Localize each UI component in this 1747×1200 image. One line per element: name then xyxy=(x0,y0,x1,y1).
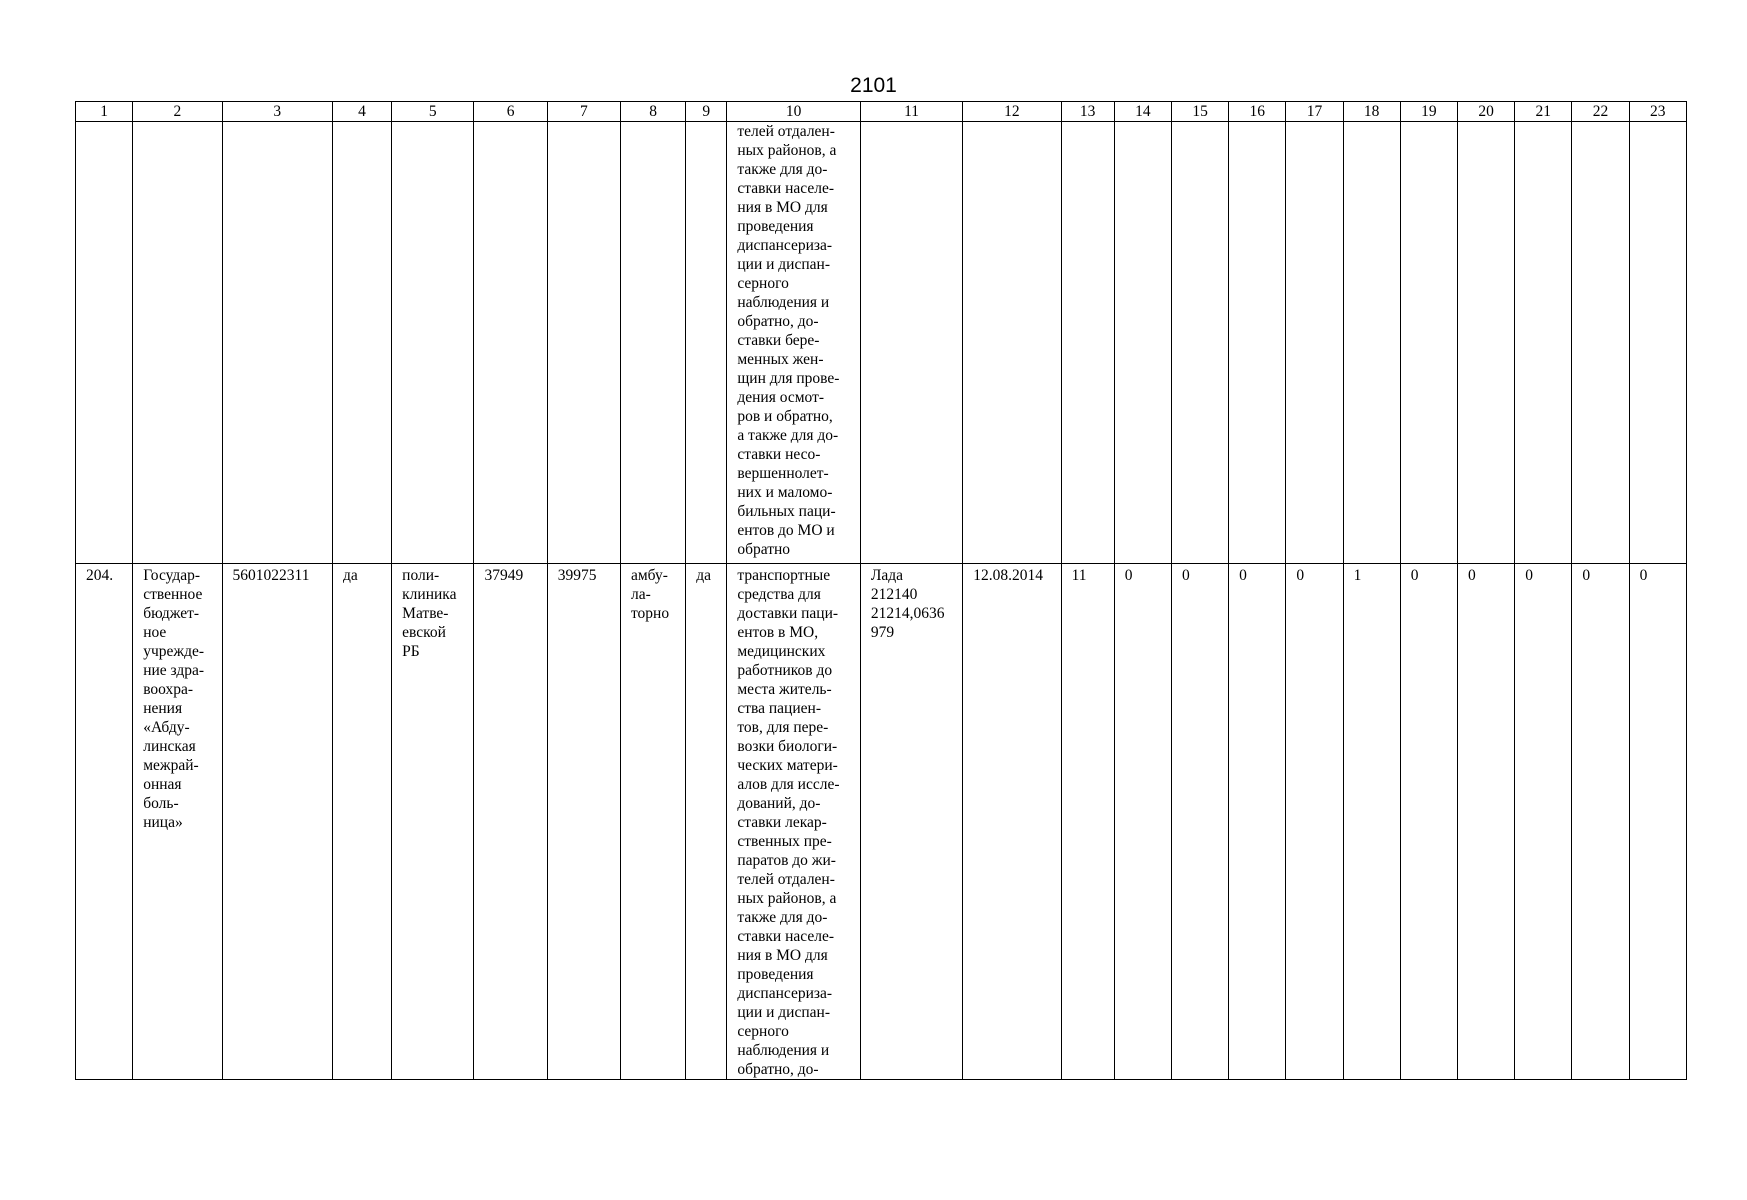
table-cell xyxy=(1229,122,1286,564)
table-row-204 xyxy=(76,564,1687,1080)
table-cell: 0 xyxy=(1572,564,1629,1080)
vehicle-model-cell: Лада 212140 21214,0636 979 xyxy=(860,564,962,1080)
table-cell xyxy=(1171,122,1228,564)
column-header: 21 xyxy=(1515,102,1572,122)
column-header: 23 xyxy=(1629,102,1686,122)
column-header: 10 xyxy=(727,102,860,122)
table-cell xyxy=(76,122,133,564)
table-cell xyxy=(1400,122,1457,564)
column-header: 2 xyxy=(133,102,222,122)
table-cell xyxy=(1629,122,1686,564)
column-header: 3 xyxy=(222,102,332,122)
column-header: 7 xyxy=(547,102,620,122)
inn-cell: 5601022311 xyxy=(222,564,332,1080)
table-cell: да xyxy=(332,564,391,1080)
table-cell: 0 xyxy=(1114,564,1171,1080)
table-cell: 11 xyxy=(1061,564,1114,1080)
column-header: 22 xyxy=(1572,102,1629,122)
page-number: 2101 xyxy=(850,74,897,97)
table-cell xyxy=(547,122,620,564)
table-cell xyxy=(686,122,727,564)
table-cell: 0 xyxy=(1171,564,1228,1080)
column-header: 11 xyxy=(860,102,962,122)
table-cell xyxy=(332,122,391,564)
table-cell xyxy=(1343,122,1400,564)
column-header: 12 xyxy=(963,102,1061,122)
column-header: 15 xyxy=(1171,102,1228,122)
care-type-cell: амбу- ла- торно xyxy=(620,564,685,1080)
table-cell: да xyxy=(686,564,727,1080)
table-cell xyxy=(474,122,547,564)
register-table xyxy=(75,101,1687,1080)
column-header: 16 xyxy=(1229,102,1286,122)
column-header: 5 xyxy=(392,102,474,122)
table-cell xyxy=(222,122,332,564)
table-cell xyxy=(133,122,222,564)
column-header: 8 xyxy=(620,102,685,122)
table-cell xyxy=(1515,122,1572,564)
table-cell xyxy=(1572,122,1629,564)
table-cell xyxy=(860,122,962,564)
date-cell: 12.08.2014 xyxy=(963,564,1061,1080)
column-header: 14 xyxy=(1114,102,1171,122)
table-cell: 0 xyxy=(1515,564,1572,1080)
table-row-continuation xyxy=(76,122,1687,564)
transport-purpose-cell: телей отдален- ных районов, а также для до- ставки населе- ния в МО для проведения диспансериза- ции и диспан- серного наблюдения и обратно, до- ставки бере- менных жен- щин для прове- дения осмот- ров и обратно, а также для до- ставки несо- вершеннолет- них и маломо- бильных паци- ентов до МО и обратно xyxy=(727,122,860,564)
table-cell: 0 xyxy=(1629,564,1686,1080)
table-cell xyxy=(620,122,685,564)
table-cell: 0 xyxy=(1400,564,1457,1080)
table-cell xyxy=(1286,122,1343,564)
row-number-cell: 204. xyxy=(76,564,133,1080)
column-header: 20 xyxy=(1457,102,1514,122)
subdivision-cell: поли- клиника Матве- евской РБ xyxy=(392,564,474,1080)
transport-purpose-cell: транспортные средства для доставки паци- ентов в МО, медицинских работников до места житель- ства пациен- тов, для пере- возки биологи- ческих матери- алов для иссле- дований, до- ставки лекар- ственных пре- паратов до жи- телей отдален- ных районов, а также для до- ставки населе- ния в МО для проведения диспансериза- ции и диспан- серного наблюдения и обратно, до- xyxy=(727,564,860,1080)
table-cell: 39975 xyxy=(547,564,620,1080)
column-header: 18 xyxy=(1343,102,1400,122)
organization-name-cell: Государ- ственное бюджет- ное учрежде- ние здра- воохра- нения «Абду- линская межрай- онная боль- ница» xyxy=(133,564,222,1080)
table-cell xyxy=(392,122,474,564)
table-cell: 0 xyxy=(1457,564,1514,1080)
table-cell: 1 xyxy=(1343,564,1400,1080)
table-cell xyxy=(1114,122,1171,564)
table-cell xyxy=(1457,122,1514,564)
column-header: 17 xyxy=(1286,102,1343,122)
column-header: 1 xyxy=(76,102,133,122)
table-cell xyxy=(1061,122,1114,564)
column-header: 4 xyxy=(332,102,391,122)
column-header: 6 xyxy=(474,102,547,122)
column-header: 19 xyxy=(1400,102,1457,122)
column-header: 9 xyxy=(686,102,727,122)
column-header: 13 xyxy=(1061,102,1114,122)
column-number-header-row xyxy=(76,102,1687,122)
table-cell: 0 xyxy=(1286,564,1343,1080)
table-cell: 0 xyxy=(1229,564,1286,1080)
table-cell xyxy=(963,122,1061,564)
table-cell: 37949 xyxy=(474,564,547,1080)
